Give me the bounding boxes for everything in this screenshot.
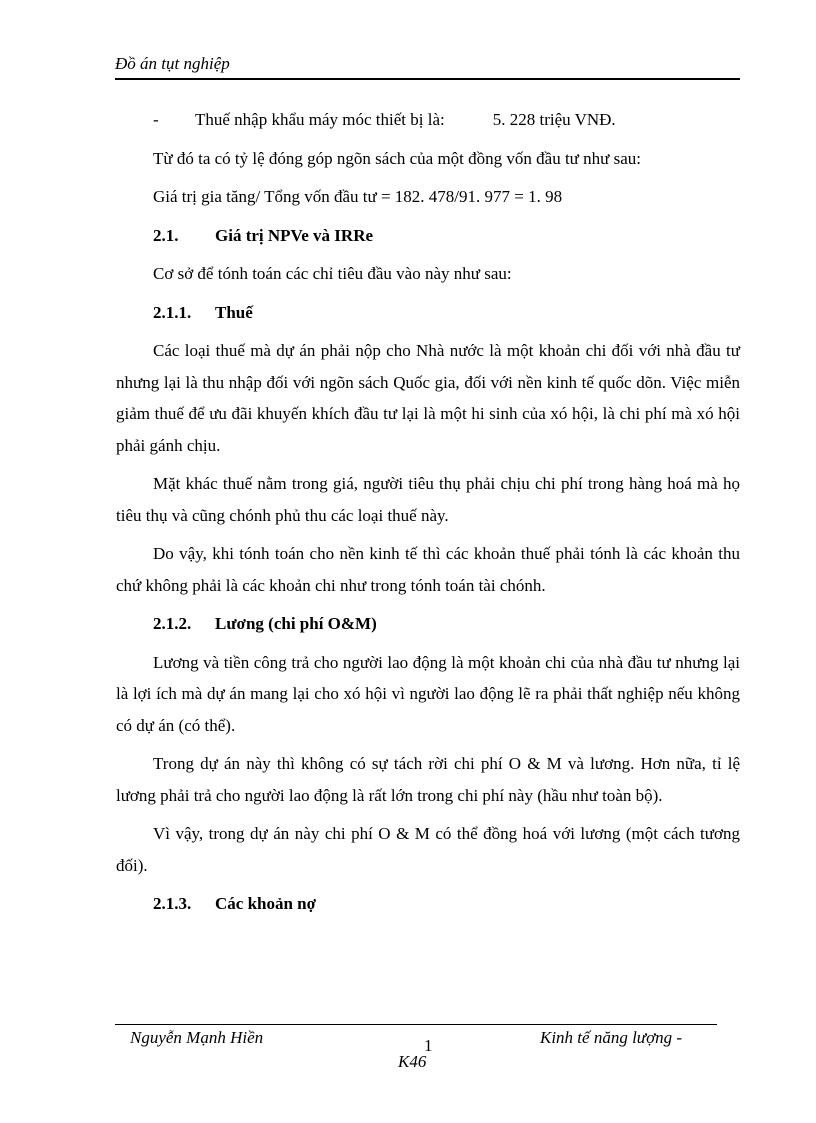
footer-divider (115, 1024, 717, 1025)
paragraph: Trong dự án này thì không có sự tách rời chi phí O & M và lương. Hơn nữa, tỉ lệ lương phải trả cho người lao động là rất lớn trong chi phí này (hầu như toàn bộ). (116, 754, 740, 805)
bullet-dash: - (153, 110, 159, 129)
section-title: Giá trị NPVe và IRRe (215, 225, 374, 245)
paragraph: Lương và tiền công trả cho người lao động là một khoản chi của nhà đầu tư nhưng lại là lợi ích mà dự án mang lại cho xó hội vì người lao động lẽ ra phải thất nghiệp nếu không có dự án (có thể). (116, 652, 740, 735)
section-title: Các khoản nợ (215, 894, 317, 913)
header-title: Đồ án tụt nghiệp (115, 54, 230, 73)
section-heading (153, 888, 740, 920)
section-number: 2.1.2. (153, 614, 192, 633)
section-heading (153, 220, 740, 252)
section-title: Thuế (215, 302, 253, 322)
section-number: 2.1. (153, 225, 179, 245)
document-body (116, 104, 740, 927)
page-header (115, 52, 740, 80)
section-title: Lương (chi phí O&M) (215, 614, 377, 633)
paragraph: Vì vậy, trong dự án này chi phí O & M có thể đồng hoá với lương (một cách tương đối). (116, 824, 740, 875)
page-number: 1 (424, 1036, 433, 1055)
bullet-value: 5. 228 triệu VNĐ. (492, 110, 616, 129)
paragraph: Cơ sở để tónh toán các chỉ tiêu đầu vào này như sau: (153, 264, 512, 283)
paragraph: Từ đó ta có tỷ lệ đóng góp ngõn sách của một đồng vốn đầu tư như sau: (153, 148, 641, 168)
section-heading (153, 297, 740, 329)
section-number: 2.1.3. (153, 894, 192, 913)
bullet-item (116, 104, 740, 136)
paragraph: Do vậy, khi tónh toán cho nền kinh tế thì các khoản thuế phải tónh là các khoản thu chứ không phải là các khoản chi như trong tónh toán tài chónh. (116, 544, 740, 595)
section-number: 2.1.1. (153, 302, 192, 322)
paragraph: Giá trị gia tăng/ Tổng vốn đầu tư = 182. 478/91. 977 = 1. 98 (153, 187, 563, 206)
footer-author: Nguyễn Mạnh Hiền (130, 1028, 264, 1047)
footer-class: K46 (398, 1052, 427, 1071)
bullet-text: Thuế nhập khẩu máy móc thiết bị là: (195, 110, 445, 129)
section-heading (153, 608, 740, 640)
paragraph: Các loại thuế mà dự án phải nộp cho Nhà nước là một khoản chi đối với nhà đầu tư nhưng lại là thu nhập đối với ngõn sách Quốc gia, đối với nền kinh tế quốc dõn. Việc miễn giảm thuế để ưu đãi khuyến khích đầu tư lại là một hi sinh của xó hội, là chi phí mà xó hội phải gánh chịu. (116, 341, 740, 455)
paragraph: Mặt khác thuế nằm trong giá, người tiêu thụ phải chịu chi phí trong hàng hoá mà họ tiêu thụ và cũng chónh phủ thu các loại thuế này. (116, 474, 740, 525)
footer-department: Kinh tế năng lượng - (540, 1028, 683, 1047)
